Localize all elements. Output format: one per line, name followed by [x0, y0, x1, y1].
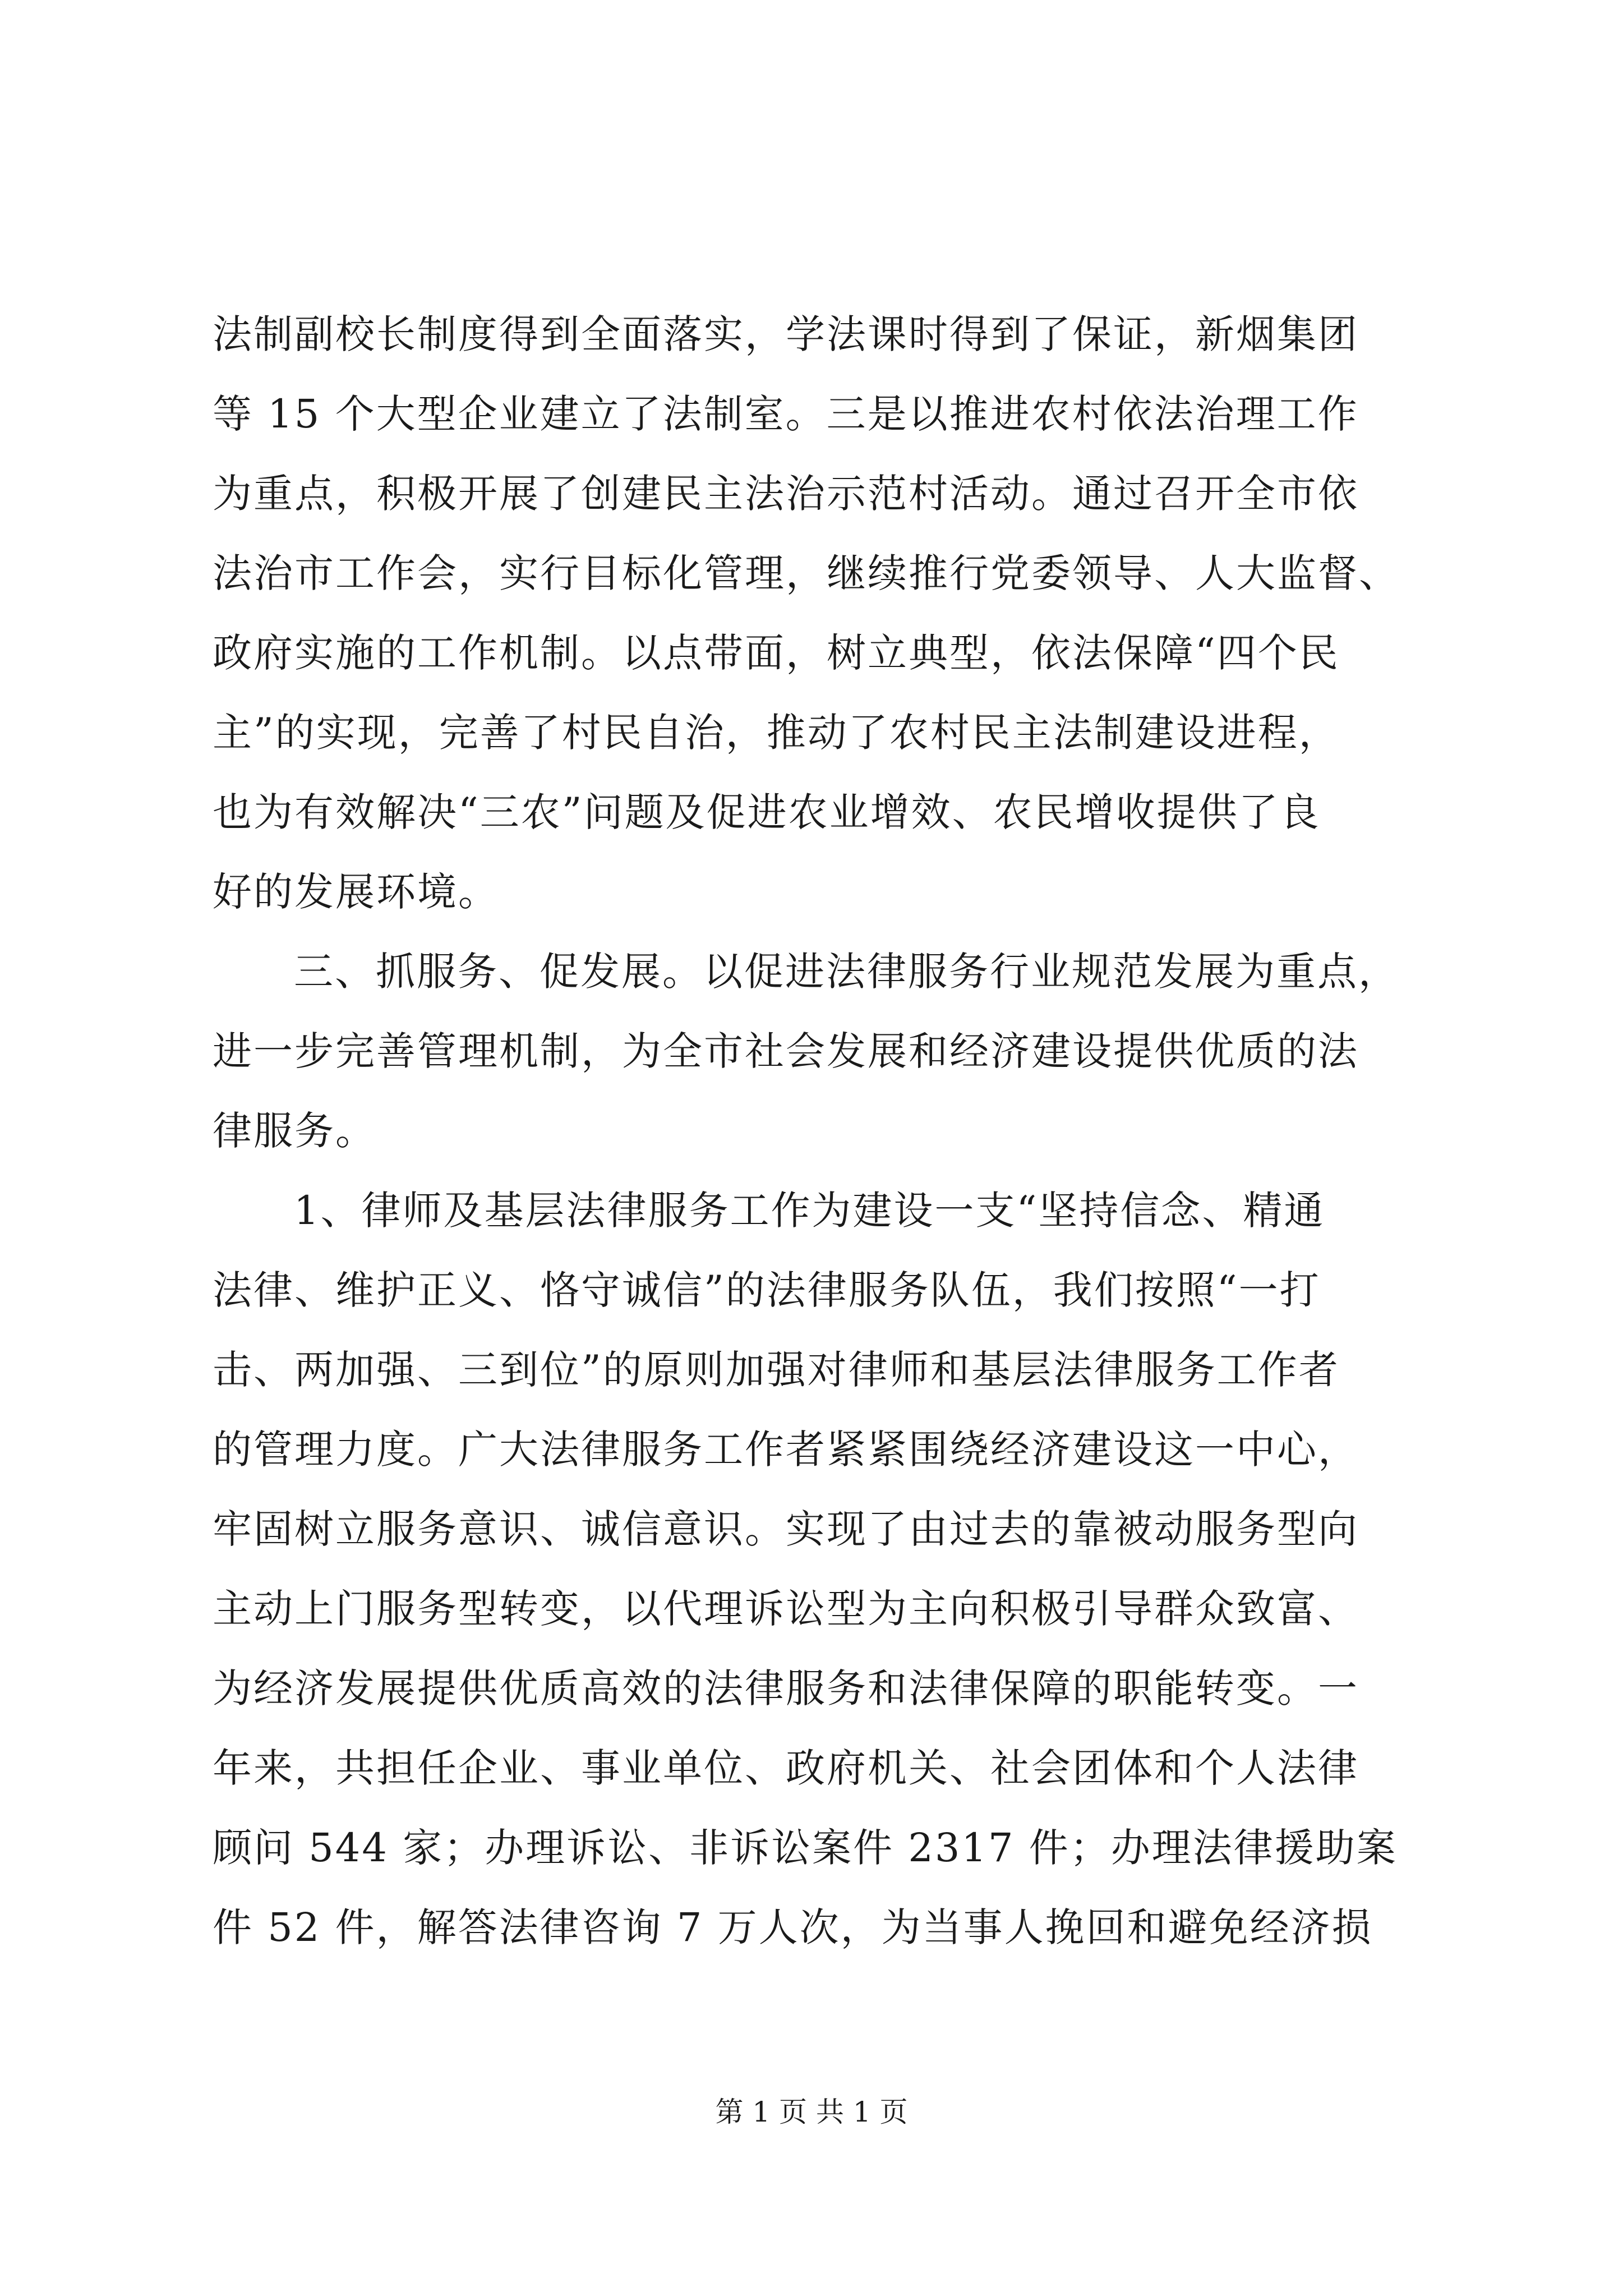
text-line: 年来，共担任企业、事业单位、政府机关、社会团体和个人法律: [213, 1745, 1359, 1791]
text-line: 顾问 544 家；办理诉讼、非诉讼案件 2317 件；办理法律援助案: [213, 1825, 1398, 1871]
paragraph-start-line: 三、抓服务、促发展。以促进法律服务行业规范发展为重点，: [294, 949, 1399, 995]
text-line: 好的发展环境。: [213, 869, 499, 915]
text-line: 法律、维护正义、恪守诚信”的法律服务队伍，我们按照“一打: [213, 1267, 1321, 1313]
text-line: 击、两加强、三到位”的原则加强对律师和基层法律服务工作者: [213, 1347, 1340, 1393]
text-line: 的管理力度。广大法律服务工作者紧紧围绕经济建设这一中心，: [213, 1427, 1359, 1473]
text-line: 进一步完善管理机制，为全市社会发展和经济建设提供优质的法: [213, 1028, 1359, 1074]
text-line: 主”的实现，完善了村民自治，推动了农村民主法制建设进程，: [213, 710, 1340, 756]
text-line: 件 52 件，解答法律咨询 7 万人次，为当事人挽回和避免经济损: [213, 1904, 1373, 1950]
text-line: 法治市工作会，实行目标化管理，继续推行党委领导、人大监督、: [213, 550, 1400, 596]
text-line: 律服务。: [213, 1108, 376, 1154]
text-line: 牢固树立服务意识、诚信意识。实现了由过去的靠被动服务型向: [213, 1506, 1359, 1552]
text-line: 政府实施的工作机制。以点带面，树立典型，依法保障“四个民: [213, 630, 1340, 676]
text-line: 主动上门服务型转变，以代理诉讼型为主向积极引导群众致富、: [213, 1586, 1359, 1632]
text-line: 也为有效解决“三农”问题及促进农业增效、农民增收提供了良: [213, 789, 1321, 835]
paragraph-start-line: 1、律师及基层法律服务工作为建设一支“坚持信念、精通: [294, 1188, 1325, 1234]
text-line: 为重点，积极开展了创建民主法治示范村活动。通过召开全市依: [213, 471, 1359, 517]
text-line: 等 15 个大型企业建立了法制室。三是以推进农村依法治理工作: [213, 391, 1359, 437]
text-line: 为经济发展提供优质高效的法律服务和法律保障的职能转变。一: [213, 1665, 1359, 1711]
text-line: 法制副校长制度得到全面落实，学法课时得到了保证，新烟集团: [213, 311, 1359, 357]
page-footer: 第 1 页 共 1 页: [715, 2096, 908, 2128]
